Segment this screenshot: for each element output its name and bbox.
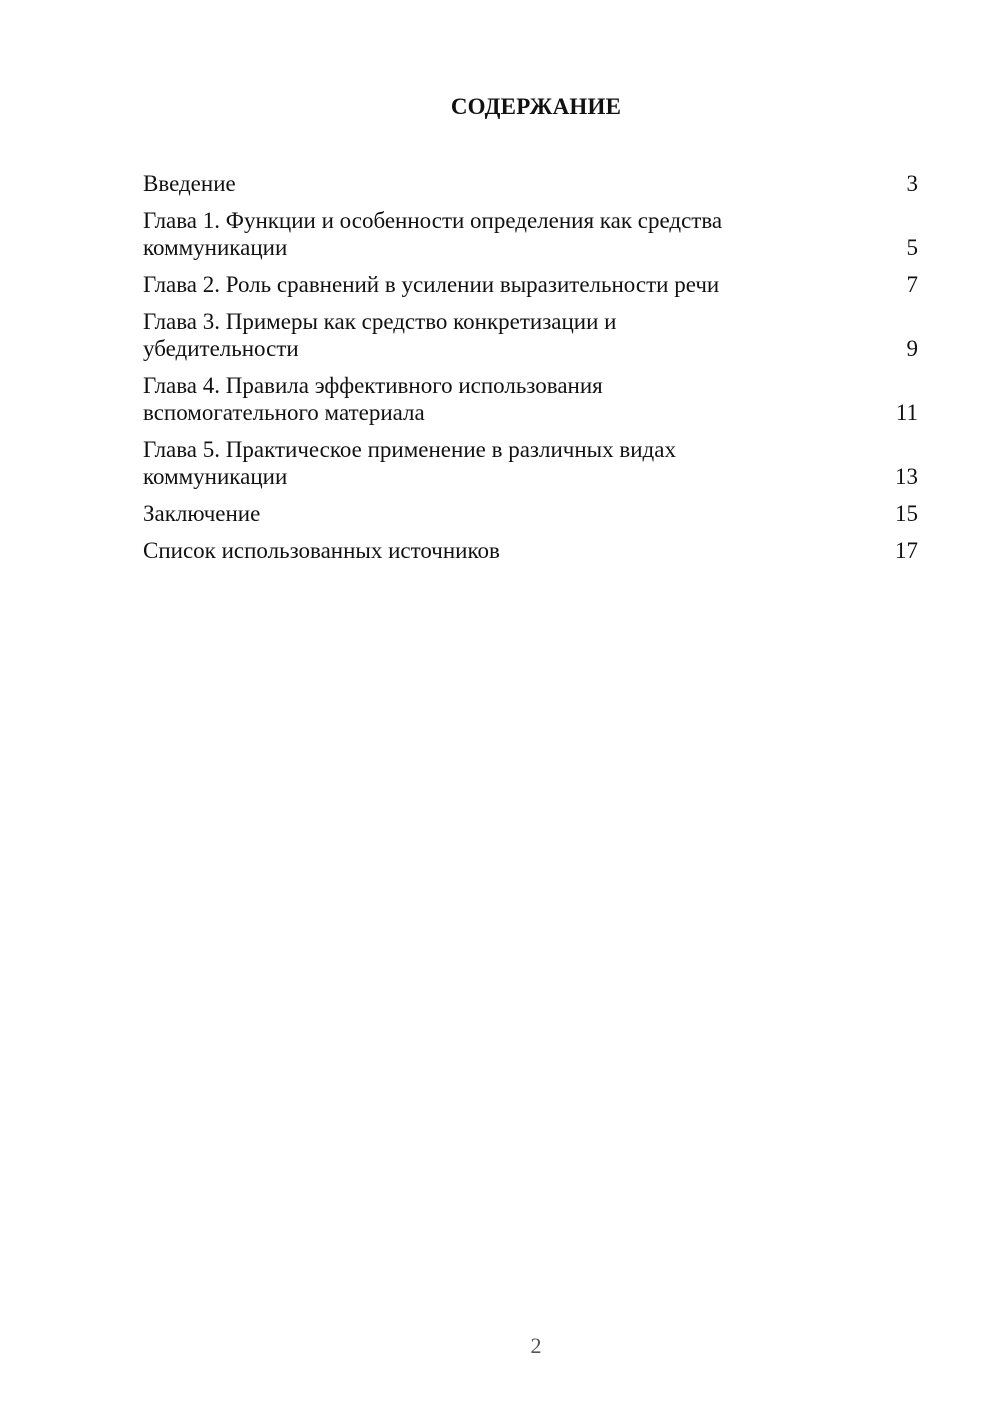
- table-of-contents: [143, 170, 918, 574]
- toc-entry-title: Глава 5. Практическое применение в различных видах коммуникации: [143, 437, 676, 489]
- toc-entry-chapter-1[interactable]: [143, 207, 918, 261]
- toc-entry-page: 11: [895, 400, 918, 425]
- page-number: 2: [530, 1333, 542, 1358]
- toc-entry-title: Введение: [143, 171, 236, 196]
- toc-entry-page: 3: [906, 171, 918, 196]
- toc-entry-title: Глава 2. Роль сравнений в усилении выразительности речи: [143, 272, 720, 297]
- toc-entry-page: 13: [895, 464, 918, 489]
- toc-entry-chapter-3[interactable]: [143, 308, 918, 362]
- toc-entry-title: Список использованных источников: [143, 538, 500, 563]
- toc-entry-page: 5: [906, 235, 918, 260]
- toc-entry-chapter-2[interactable]: [143, 271, 918, 298]
- toc-entry-page: 9: [906, 336, 918, 361]
- toc-entry-title: Глава 3. Примеры как средство конкретизации и убедительности: [143, 309, 617, 361]
- toc-entry-chapter-4[interactable]: [143, 372, 918, 426]
- toc-entry-title: Глава 1. Функции и особенности определения как средства коммуникации: [143, 208, 723, 260]
- toc-entry-page: 15: [895, 501, 918, 526]
- toc-entry-page: 17: [895, 538, 918, 563]
- toc-entry-chapter-5[interactable]: [143, 436, 918, 490]
- toc-entry-title: Заключение: [143, 501, 261, 526]
- page-title: СОДЕРЖАНИЕ: [450, 94, 622, 119]
- toc-entry-references[interactable]: [143, 537, 918, 564]
- toc-entry-conclusion[interactable]: [143, 500, 918, 527]
- toc-entry-introduction[interactable]: [143, 170, 918, 197]
- toc-entry-title: Глава 4. Правила эффективного использования вспомогательного материала: [143, 373, 603, 425]
- toc-entry-page: 7: [906, 272, 918, 297]
